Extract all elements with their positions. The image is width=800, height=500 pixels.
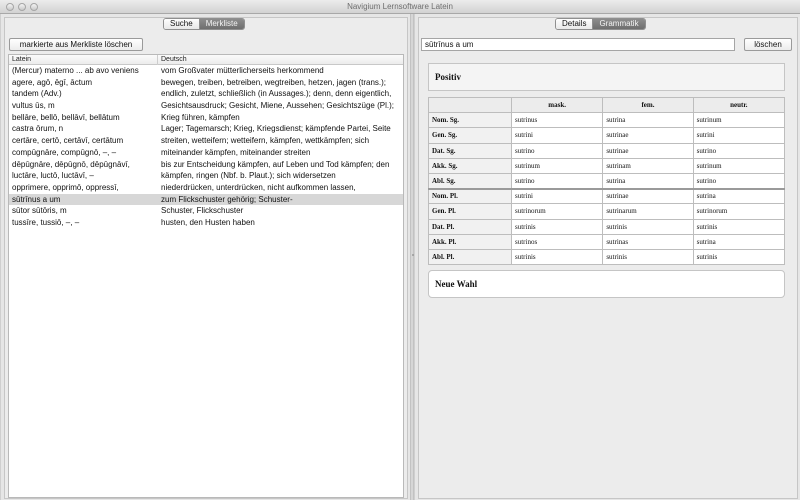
fem-form-cell: sutrinis — [603, 249, 693, 264]
fem-form-cell: sutrinae — [603, 128, 693, 143]
neutr-form-cell: sutrina — [693, 234, 784, 249]
title-bar — [0, 0, 800, 14]
case-label-cell: Dat. Pl. — [429, 219, 512, 234]
german-cell: Krieg führen, kämpfen — [161, 112, 240, 122]
degree-title: Positiv — [435, 72, 461, 82]
german-cell: Schuster, Flickschuster — [161, 206, 244, 216]
latin-cell: luctāre, luctō, luctāvī, – — [12, 171, 94, 181]
german-cell: endlich, zuletzt, schließlich (in Aussages.); denn, denn eigentlich, — [161, 89, 392, 99]
list-item[interactable] — [9, 100, 403, 112]
declension-row — [429, 249, 785, 264]
german-cell: bewegen, treiben, betreiben, wegtreiben, hetzen, jagen (trans.); — [161, 77, 387, 87]
latin-cell: (Mercur) materno ... ab avo veniens — [12, 66, 139, 75]
latin-cell: agere, agō, ēgī, āctum — [12, 77, 93, 87]
neutr-form-cell: sutrinorum — [693, 204, 784, 219]
list-item[interactable] — [9, 194, 403, 206]
case-label-cell: Akk. Sg. — [429, 158, 512, 173]
latin-cell: tandem (Adv.) — [12, 89, 62, 99]
latin-cell: opprimere, opprimō, oppressī, — [12, 182, 119, 192]
neutr-form-cell: sutrinum — [693, 113, 784, 128]
masc-form-cell: sutrino — [512, 143, 603, 158]
delete-marked-button[interactable]: markierte aus Merkliste löschen — [9, 38, 143, 51]
declension-row — [429, 128, 785, 143]
list-item[interactable] — [9, 135, 403, 147]
new-choice-box[interactable] — [428, 270, 785, 298]
corner-cell — [429, 98, 512, 113]
column-neutr: neutr. — [693, 98, 784, 113]
latin-cell: tussīre, tussiō, –, – — [12, 217, 80, 227]
fem-form-cell: sutrinae — [603, 143, 693, 158]
masc-form-cell: sutrini — [512, 128, 603, 143]
fem-form-cell: sutrina — [603, 173, 693, 188]
german-cell: vom Großvater mütterlicherseits herkommend — [161, 66, 324, 75]
latin-cell: vultus ūs, m — [12, 101, 55, 111]
declension-row — [429, 189, 785, 204]
fem-form-cell: sutrinarum — [603, 204, 693, 219]
latin-cell: certāre, certō, certāvī, certātum — [12, 136, 124, 146]
german-cell: niederdrücken, unterdrücken, nicht aufkommen lassen, — [161, 182, 356, 192]
neutr-form-cell: sutrini — [693, 128, 784, 143]
tab-details[interactable]: Details — [556, 19, 592, 29]
window-title: Navigium Lernsoftware Latein — [347, 2, 453, 11]
tab-grammatik[interactable]: Grammatik — [592, 19, 644, 29]
masc-form-cell: sutrinus — [512, 113, 603, 128]
list-header — [9, 55, 403, 65]
fem-form-cell: sutrina — [603, 113, 693, 128]
masc-form-cell: sutrino — [512, 173, 603, 188]
declension-row — [429, 173, 785, 188]
fem-form-cell: sutrinae — [603, 189, 693, 204]
declension-row — [429, 219, 785, 234]
german-cell: streiten, wetteifern; wetteifern, kämpfen, wettkämpfen; sich — [161, 136, 370, 146]
case-label-cell: Nom. Sg. — [429, 113, 512, 128]
masc-form-cell: sutrinis — [512, 219, 603, 234]
latin-cell: dēpūgnāre, dēpūgnō, dēpūgnāvī, — [12, 159, 130, 169]
tab-merkliste[interactable]: Merkliste — [199, 19, 244, 29]
right-tab-group — [555, 18, 646, 30]
neutr-form-cell: sutrinis — [693, 219, 784, 234]
neutr-form-cell: sutrino — [693, 173, 784, 188]
german-cell: husten, den Husten haben — [161, 217, 255, 227]
latin-cell: compūgnāre, compūgnō, –, – — [12, 147, 117, 157]
left-tab-group — [163, 18, 245, 30]
list-body — [9, 65, 403, 229]
neutr-form-cell: sutrinum — [693, 158, 784, 173]
list-item[interactable] — [9, 217, 403, 229]
list-item[interactable] — [9, 170, 403, 182]
list-item[interactable] — [9, 77, 403, 89]
german-cell: zum Flickschuster gehörig; Schuster- — [161, 194, 293, 204]
latin-cell: sūtor sūtōris, m — [12, 206, 67, 216]
list-item[interactable] — [9, 88, 403, 100]
german-cell: Lager; Tagemarsch; Krieg, Kriegsdienst; kämpfende Partei, Seite — [161, 124, 391, 134]
case-label-cell: Dat. Sg. — [429, 143, 512, 158]
latin-cell: sūtrīnus a um — [12, 194, 61, 204]
neutr-form-cell: sutrina — [693, 189, 784, 204]
case-label-cell: Akk. Pl. — [429, 234, 512, 249]
degree-box — [428, 63, 785, 91]
neutr-form-cell: sutrino — [693, 143, 784, 158]
list-item[interactable] — [9, 182, 403, 194]
declension-row — [429, 113, 785, 128]
declension-row — [429, 234, 785, 249]
fem-form-cell: sutrinam — [603, 158, 693, 173]
case-label-cell: Abl. Pl. — [429, 249, 512, 264]
declension-table — [428, 97, 785, 265]
new-choice-label[interactable]: Neue Wahl — [435, 279, 478, 289]
german-cell: bis zur Entscheidung kämpfen, auf Leben und Tod kämpfen; den — [161, 159, 390, 169]
column-fem: fem. — [603, 98, 693, 113]
clear-button[interactable]: löschen — [744, 38, 792, 51]
list-item[interactable] — [9, 123, 403, 135]
case-label-cell: Nom. Pl. — [429, 189, 512, 204]
word-input[interactable]: sūtrīnus a um — [421, 38, 735, 51]
column-header-latin[interactable]: Latein — [12, 56, 32, 63]
masc-form-cell: sutrinum — [512, 158, 603, 173]
latin-cell: castra ōrum, n — [12, 124, 64, 134]
masc-form-cell: sutrinis — [512, 249, 603, 264]
list-item[interactable] — [9, 159, 403, 171]
fem-form-cell: sutrinas — [603, 234, 693, 249]
german-cell: kämpfen, ringen (Nbf. b. Plaut.); sich widersetzen — [161, 171, 336, 181]
declension-row — [429, 158, 785, 173]
case-label-cell: Gen. Pl. — [429, 204, 512, 219]
word-list-table — [8, 54, 404, 498]
masc-form-cell: sutrinorum — [512, 204, 603, 219]
list-item[interactable] — [9, 112, 403, 124]
declension-body — [429, 113, 785, 265]
column-mask: mask. — [512, 98, 603, 113]
fem-form-cell: sutrinis — [603, 219, 693, 234]
masc-form-cell: sutrinos — [512, 234, 603, 249]
case-label-cell: Abl. Sg. — [429, 173, 512, 188]
german-cell: miteinander kämpfen, miteinander streiten — [161, 147, 311, 157]
case-label-cell: Gen. Sg. — [429, 128, 512, 143]
list-item[interactable] — [9, 205, 403, 217]
neutr-form-cell: sutrinis — [693, 249, 784, 264]
declension-row — [429, 143, 785, 158]
latin-cell: bellāre, bellō, bellāvī, bellātum — [12, 112, 120, 122]
column-header-german[interactable]: Deutsch — [161, 56, 187, 63]
list-item[interactable] — [9, 147, 403, 159]
masc-form-cell: sutrini — [512, 189, 603, 204]
declension-row — [429, 204, 785, 219]
german-cell: Gesichtsausdruck; Gesicht, Miene, Aussehen; Gesichtszüge (Pl.); — [161, 101, 394, 111]
list-item[interactable] — [9, 65, 403, 77]
tab-suche[interactable]: Suche — [164, 19, 199, 29]
